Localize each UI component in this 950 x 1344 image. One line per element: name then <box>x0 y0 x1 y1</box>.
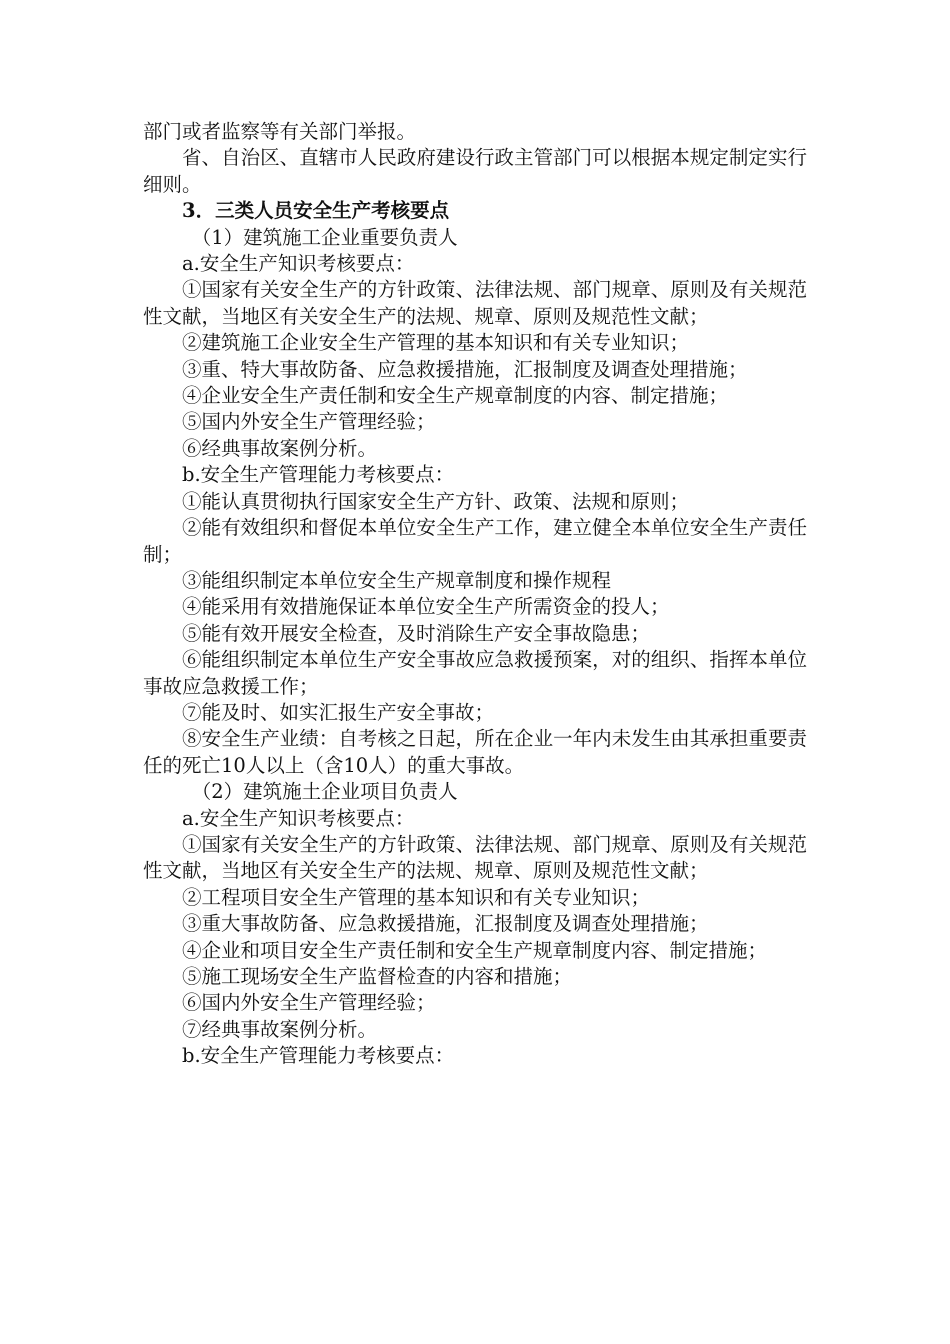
list-item: ④企业安全生产责任制和安全生产规章制度的内容、制定措施； <box>182 384 729 408</box>
list-item: ⑥经典事故案例分析。 <box>182 436 378 460</box>
list-item: ③重、特大事故防备、应急救援措施，汇报制度及调查处理措施； <box>182 357 748 381</box>
list-item: ④企业和项目安全生产责任制和安全生产规章制度内容、制定措施； <box>182 938 768 962</box>
list-item: ⑥国内外安全生产管理经验； <box>182 991 436 1015</box>
list-item: ②建筑施工企业安全生产管理的基本知识和有关专业知识； <box>182 331 690 355</box>
list-item: ⑤能有效开展安全检查，及时消除生产安全事故隐患； <box>182 621 651 645</box>
list-item: ②能有效组织和督促本单位安全生产工作，建立健全本单位安全生产责任制； <box>143 516 807 566</box>
paragraph: 省、自治区、直辖市人民政府建设行政主管部门可以根据本规定制定实行细则。 <box>143 146 807 196</box>
list-heading: b.安全生产管理能力考核要点： <box>182 1044 455 1068</box>
section-heading: 3．三类人员安全生产考核要点 <box>182 199 450 223</box>
document-page <box>143 119 807 1070</box>
list-heading: b.安全生产管理能力考核要点： <box>182 463 455 487</box>
list-item: ⑦经典事故案例分析。 <box>182 1017 378 1041</box>
list-heading: a.安全生产知识考核要点： <box>182 806 415 830</box>
list-item: ③能组织制定本单位安全生产规章制度和操作规程 <box>182 568 612 592</box>
list-item: ②工程项目安全生产管理的基本知识和有关专业知识； <box>182 885 651 909</box>
list-item: ⑥能组织制定本单位生产安全事故应急救援预案，对的组织、指挥本单位事故应急救援工作； <box>143 648 807 698</box>
list-item: ⑦能及时、如实汇报生产安全事故； <box>182 700 495 724</box>
subsection-heading: （2）建筑施土企业项目负责人 <box>191 780 458 804</box>
list-item: ⑤施工现场安全生产监督检查的内容和措施； <box>182 965 573 988</box>
subsection-heading: （1）建筑施工企业重要负责人 <box>191 225 458 249</box>
paragraph: 部门或者监察等有关部门举报。 <box>143 120 417 143</box>
list-item: ③重大事故防备、应急救援措施，汇报制度及调查处理措施； <box>182 912 709 936</box>
list-item: ④能采用有效措施保证本单位安全生产所需资金的投人； <box>182 595 670 619</box>
list-heading: a.安全生产知识考核要点： <box>182 252 415 276</box>
list-item: ①能认真贯彻执行国家安全生产方针、政策、法规和原则； <box>182 489 690 513</box>
list-item: ①国家有关安全生产的方针政策、法律法规、部门规章、原则及有关规范性文献，当地区有关安全生产的法规、规章、原则及规范性文献； <box>143 278 807 328</box>
list-item: ①国家有关安全生产的方针政策、法律法规、部门规章、原则及有关规范性文献，当地区有关安全生产的法规、规章、原则及规范性文献； <box>143 832 807 883</box>
list-item: ⑤国内外安全生产管理经验； <box>182 410 436 434</box>
list-item: ⑧安全生产业绩：自考核之日起，所在企业一年内未发生由其承担重要责任的死亡10人以上（含10人）的重大事故。 <box>143 727 807 777</box>
